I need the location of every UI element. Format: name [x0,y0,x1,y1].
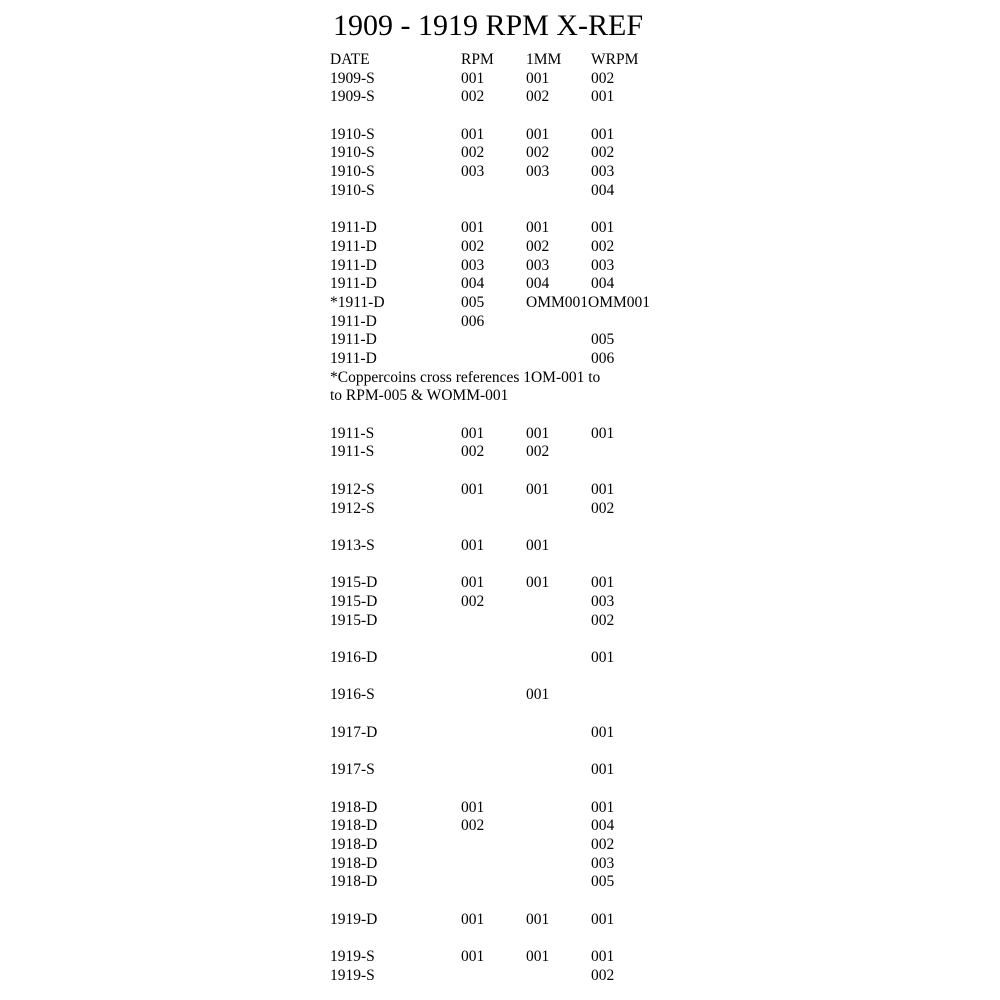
cell-wrpm: 002 [591,835,615,853]
cell-rpm: 001 [461,125,485,143]
cell-wrpm: 003 [591,854,615,872]
cell-date: 1919-S [330,966,375,984]
cell-1mm: 001 [526,948,550,965]
cell-date: 1910-S [330,125,375,143]
table-row [330,948,690,967]
cell-rpm: 005 [461,293,485,311]
table-row [330,612,690,631]
cell-wrpm: 004 [591,817,615,835]
group-spacer [330,742,690,761]
table-row [330,500,690,519]
table-row [330,331,690,350]
cell-date: 1911-D [330,256,377,274]
cell-rpm: 006 [461,312,485,330]
cell-wrpm: 003 [591,592,615,610]
cell-rpm: 003 [461,163,485,181]
cell-rpm: 002 [461,144,485,162]
cell-rpm: 001 [461,798,485,816]
cell-rpm: 001 [461,219,485,237]
cell-1mm: 001 [526,219,550,237]
cell-date: 1919-S [330,948,375,965]
table-row [330,574,690,593]
cell-1mm: 002 [526,88,550,106]
cell-wrpm: 001 [591,948,615,965]
table-row [330,649,690,668]
cell-wrpm: 001 [591,649,615,666]
table-row [330,724,690,743]
cell-date: 1911-D [330,219,377,237]
cell-1mm: OMM001OMM001 [526,293,651,311]
table-row [330,967,690,986]
cell-rpm: 001 [461,910,485,928]
table-row [330,70,690,89]
cell-wrpm: 001 [591,424,615,442]
group-spacer [330,780,690,799]
cell-wrpm: 002 [591,966,615,984]
cell-date: 1910-S [330,144,375,162]
page-title: 1909 - 1919 RPM X-REF [333,9,644,42]
cell-date: 1917-D [330,723,378,741]
cell-1mm: 001 [526,536,550,554]
cell-date: 1916-D [330,649,378,666]
cell-wrpm: 005 [591,331,615,349]
table-row [330,126,690,145]
cell-rpm: 002 [461,88,485,106]
cell-1mm: 001 [526,125,550,143]
cell-1mm: 002 [526,443,550,461]
table-row [330,873,690,892]
table-row [330,294,690,313]
cell-wrpm: 001 [591,125,615,143]
cross-reference-table [330,51,690,985]
table-row [330,88,690,107]
cell-rpm: 001 [461,69,485,87]
cell-wrpm: 003 [591,256,615,274]
cell-date: 1919-D [330,910,378,928]
cell-date: 1915-D [330,574,378,592]
cell-wrpm: 002 [591,69,615,87]
cell-wrpm: 001 [591,910,615,928]
table-row [330,182,690,201]
cell-date: 1910-S [330,181,375,199]
cell-1mm: 001 [526,480,550,498]
cell-date: 1910-S [330,163,375,181]
cell-rpm: 001 [461,574,485,592]
cell-rpm: 002 [461,817,485,835]
table-row [330,425,690,444]
table-row [330,817,690,836]
cell-date: 1918-D [330,798,378,816]
table-row [330,275,690,294]
cell-date: 1915-D [330,611,378,629]
cell-1mm: 001 [526,686,550,704]
cell-rpm: 001 [461,536,485,554]
cell-date: 1911-D [330,350,377,367]
cell-wrpm: 006 [591,350,615,367]
group-spacer [330,929,690,948]
cell-wrpm: 002 [591,237,615,255]
group-spacer [330,892,690,911]
table-row [330,257,690,276]
cell-date: 1913-S [330,536,375,554]
column-header-1mm: 1MM [526,51,562,68]
cell-date: 1911-S [330,424,375,442]
cell-date: *1911-D [330,293,385,311]
column-header-rpm: RPM [461,51,494,68]
table-row [330,443,690,462]
group-spacer [330,518,690,537]
cell-rpm: 001 [461,480,485,498]
group-spacer [330,668,690,687]
group-spacer [330,201,690,220]
cell-wrpm: 005 [591,873,615,891]
group-spacer [330,630,690,649]
cell-wrpm: 004 [591,181,615,199]
cell-wrpm: 001 [591,574,615,592]
cell-1mm: 002 [526,144,550,162]
cell-wrpm: 002 [591,144,615,162]
table-row [330,593,690,612]
cell-wrpm: 001 [591,798,615,816]
cell-date: 1909-S [330,69,375,87]
cell-date: 1915-D [330,592,378,610]
table-row [330,761,690,780]
cell-1mm: 001 [526,424,550,442]
cell-wrpm: 001 [591,723,615,741]
cell-1mm: 001 [526,69,550,87]
cell-wrpm: 002 [591,499,615,517]
cell-wrpm: 001 [591,88,615,106]
cell-date: 1911-D [330,312,377,330]
cell-rpm: 004 [461,275,485,293]
cell-1mm: 001 [526,574,550,592]
cell-wrpm: 004 [591,275,615,293]
cell-date: 1916-S [330,686,375,704]
table-row [330,537,690,556]
cell-date: 1917-S [330,761,375,779]
cell-1mm: 003 [526,163,550,181]
table-row [330,481,690,500]
footnote-line: to RPM-005 & WOMM-001 [330,387,509,405]
table-row [330,855,690,874]
cell-rpm: 002 [461,237,485,255]
cell-rpm: 001 [461,424,485,442]
cell-1mm: 002 [526,237,550,255]
cell-wrpm: 002 [591,611,615,629]
table-row [330,238,690,257]
table-header [330,51,690,70]
cell-date: 1911-D [330,275,377,293]
group-spacer [330,705,690,724]
group-spacer [330,406,690,425]
cell-date: 1911-S [330,443,375,461]
table-row [330,163,690,182]
table-row [330,219,690,238]
group-spacer [330,107,690,126]
table-row [330,350,690,369]
cell-rpm: 002 [461,443,485,461]
column-header-wrpm: WRPM [591,51,639,68]
cell-wrpm: 001 [591,480,615,498]
cell-date: 1912-S [330,499,375,517]
table-row [330,799,690,818]
cell-date: 1918-D [330,854,378,872]
cell-date: 1911-D [330,237,377,255]
cell-wrpm: 001 [591,219,615,237]
cell-wrpm: 001 [591,761,615,779]
cell-date: 1911-D [330,331,377,349]
cell-wrpm: 003 [591,163,615,181]
table-row [330,313,690,332]
cell-date: 1918-D [330,817,378,835]
table-row [330,911,690,930]
cell-date: 1918-D [330,873,378,891]
group-spacer [330,462,690,481]
table-row [330,836,690,855]
table-row [330,144,690,163]
footnote-line: *Coppercoins cross references 1OM-001 to [330,368,601,386]
cell-1mm: 003 [526,256,550,274]
cell-rpm: 002 [461,592,485,610]
cell-date: 1918-D [330,835,378,853]
table-row [330,686,690,705]
cell-1mm: 001 [526,910,550,928]
cell-date: 1909-S [330,88,375,106]
cell-rpm: 001 [461,948,485,965]
cell-date: 1912-S [330,480,375,498]
group-spacer [330,556,690,575]
column-header-date: DATE [330,51,370,68]
cell-1mm: 004 [526,275,550,293]
cell-rpm: 003 [461,256,485,274]
